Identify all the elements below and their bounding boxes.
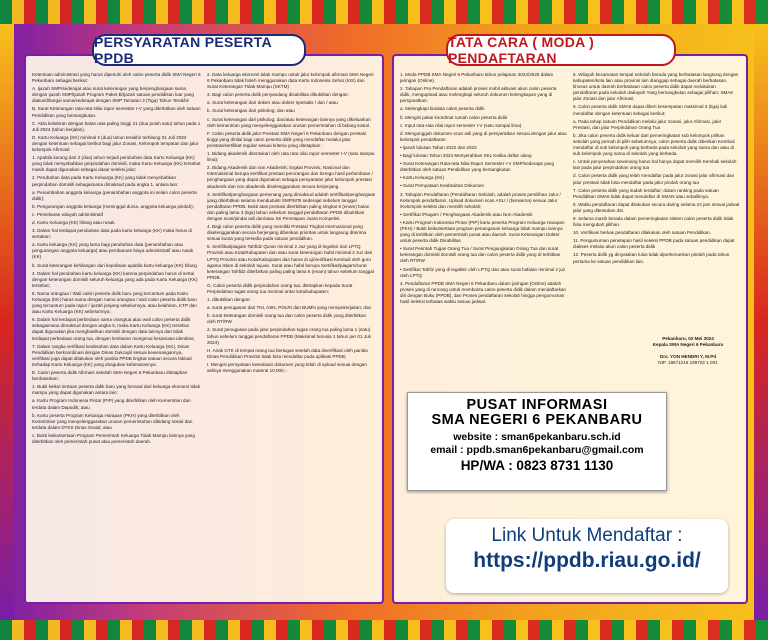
requirement-item: D. Kartu Keluarga (KK) minimal 2 (dua) tahun terakhir terhitung 01 Juli 2022 dengan ketentuan sebagai berikut bagi jalur Zonasi, Kelompok tempatan dan jalur kelompok Afirmasi: [32, 134, 199, 153]
requirement-item: 3. Bagi calon peserta didik penyandang disabilitas dibuktikan dengan: [207, 92, 349, 98]
info-title: PUSAT INFORMASI [466, 397, 608, 413]
requirement-item: 2. Data keluarga ekonomi tidak mampu untuk jalur kelompok afirmasi SMA Negeri 6 Pekanbaru tidak boleh menggunakan data Kartu Indonesia Sehat (KIS) dan Surat Keterangan Tidak Mampu (SKTM) [207, 72, 374, 90]
procedure-item: 7. Calon peserta didik yang sudah terdaftar; dalam ranking pada satuan Pendidikan SMA6 tidak dapat mendaftar di SMAN atau sebaliknya. [573, 187, 719, 199]
requirement-item: 2. Surat penugasan pada jalur perpindahan tugas orang tua paling lama 1 (satu) tahun sebelum tanggal pendaftaran PPDB (Maksimal berusia 1 tahun per 01 Juli 2024) [207, 327, 371, 345]
bottom-decorative-border [0, 620, 768, 640]
requirement-item: F. Calon peserta didik jalur Prestasi SMA Negeri 6 Pekanbaru dengan prestasi tinggi yang dinilai bagi calon peserta didik yang mendaftar melalui jalur prestasi/sertifikat regular sesuai kriteria yang ditetapkan : [207, 130, 367, 148]
procedure-item: • Sertifikat Tahfiz yang di legalisir oleh LPTQ dan atau surat hafalan minimal 2 juz oleh LPTQ [400, 266, 566, 278]
requirement-item: b. Surat keterangan dari psikolog; dan atau [207, 108, 295, 114]
info-box [407, 392, 667, 491]
top-decorative-border [0, 0, 768, 24]
procedure-item: 1. Moda PPDB SMA Negeri 6 Pekanbaru tahun pelajaran 2024/2025 dalam jaringan (Online). [400, 72, 554, 84]
procedure-item: • Surat Keterangan Rata-rata Nilai Rapor Semester I-V SMP/sederajat yang diterbitkan oleh satuan Pendidikan yang bersangkutan [400, 161, 555, 173]
procedure-item: • Surat Pernyataan Keabsahan Dokumen [400, 183, 485, 189]
requirement-item: 2. Perubahan data pada Kartu Keluarga (KK) yang tidak menyebabkan perpindahan domisili sebagaimana dimaksud pada angka 1, antara lain: [32, 175, 179, 187]
requirement-item: b. surat keterangan domisili orang tua dan calon peserta didik yang diterbitkan oleh RT/RW [207, 313, 367, 325]
right-panel-title: TATA CARA ( MODA ) PENDAFTARAN [446, 34, 676, 66]
requirement-item: a. Penambahan anggota keluarga (penambahan anggota ini selain calon peserta didik); [32, 189, 197, 201]
left-panel-title: PERSYARATAN PESERTA PPDB [92, 34, 306, 66]
requirement-item: G. Calon peserta didik perpindahan orang tua; ditetapkan kepada Surat Perpindahan tugas orang tua minimal antar kota/kabupaten; [207, 282, 353, 294]
requirement-item: 5. Nama orangtua / Wali calon peserta didik baru yang tercantum pada Kartu Keluarga (KK) harus sama dengan nama orangtua / wali calon peserta didik baru yang tercantum pada rapor / ijazah jenjang sebelumnya, atau kelahiran, KTP dan atau Kartu Keluarga (KK) sebelumnya; [32, 290, 197, 315]
requirement-item: 1. Bidang akademik ditentukan oleh rata rata nilai rapor semester I-V (satu sampai lima); [207, 151, 375, 163]
requirement-item: a. Kartu keluarga (KK) yang lama bagi perubahan data (penambahan atau pengurangan anggota keluarga) atau pembaruan biaya administratif atau rusak (KK) [32, 242, 194, 260]
requirement-item: E. Calon peserta didik Afirmasi sekolah SMA Negeri 6 Pekanbaru ditetapkan berdasarkan: [32, 370, 188, 382]
requirement-item: 1. Bukti keikut sertaan peserta didik baru yang berasal dari keluarga ekonomi tidak mampu yang dapat digunakan antara lain: [32, 384, 201, 396]
requirement-item: 3. Dalam hal terdapat perubahan data pada kartu keluarga (KK) maka harus di sertakan: [32, 228, 192, 240]
procedure-column-2 [573, 72, 740, 596]
procedure-item: c. Untuk penyerahan sewenang harus hal hanya dapat memilih Kembali sekolah lain pada jalur perpindahan orang tua [573, 159, 737, 171]
requirement-item: C. Akta kelahiran dengan batas usia paling tinggi 21 (dua puluh satu) tahun pada 1 Juli 2024 (tahun berjalan). [32, 120, 201, 132]
procedure-item: d. Mengunggah dokumen scan asli yang di persyaratkan sesuai dengan jalur atau kelompok pendaftaran: [400, 130, 567, 142]
requirement-item: 1. Apabila kurang dari 2 (dua) tahun terjadi perubahan data Kartu Keluarga (KK) yang tidak menyebabkan perpindahan domisili, maka Kartu Keluarga (KK) tersebut masih dapat digunakan sebagai dasar seleksi jalur; [32, 155, 201, 173]
procedure-item: 8. Waktu pendaftaran dapat dilakukan secara daring selama 24 jam sesuai jadwal jalur yang ditentukan dst. [573, 201, 740, 213]
procedure-item: 5. Wilayah kecamatan tempat sekolah berada yang berbatasan langsung dengan kabupaten/kota lain atau provinsi lain dianggap sebagai daerah berbatasan, khusus untuk daerah berbatasan calon peserta didik dapat melakukan pendaftaran pada sekolah dwilayah Yang bersangkutan sebagai pilihan; SMA6 jalur Zonasi dan jalur Afirmasi; [573, 72, 739, 102]
procedure-item: 12. Peserta didik yg dinyatakan lulus tidak diperkenankan pindah pada tahun pertama ke satuan pendidikan lain. [573, 252, 730, 264]
requirement-item: B. Surat Keterangan rata-rata Nilai rapor semester I-V yang diterbitkan oleh satuan Pendidikan yang bersangkutan. [32, 106, 201, 118]
procedure-item: b. Mengisi pakai koordinat rumah calon peserta didik [400, 114, 508, 120]
requirement-item: 7. Dalam rangka verifikasi keabsahan data dalam Kartu Keluarga (KK), Dinas Pendidikan berkoordinasi dengan Dinas Dukcapil sesuai kewenangannya, verifikasi juga dapat dilakukan oleh panitia PPDB tingkat satuan secara faktual terhadap Kartu Keluarga (KK) yang diragukan kebenarannya. [32, 343, 192, 367]
requirements-column-1 [32, 72, 201, 596]
procedure-item: d. Calon peserta didik yang telah mendaftar pada jalur zonasi jalur afirmasi dan jalur prestasi tidak bisa mendaftar pada jalur pindah orang tua [573, 173, 735, 185]
procedure-item: c. Input rata-rata nilai rapor semester I-V (satu sampai lima) [400, 122, 522, 128]
requirement-item: a. Surat keterangan dari dokter atau dokter spesialis / dan / atau [207, 100, 338, 106]
registration-link-url[interactable]: https://ppdb.riau.go.id/ [473, 549, 701, 572]
procedure-item: a. Melengkapi biodata calon peserta didik [400, 106, 485, 112]
requirement-item: 5. Sertifikat/piagam Tahfidz Quran minimal 2 Juz yang di legalisir dari LPTQ Provinsi atau Kota/Kabupaten dan atau surat keterangan hafal minimal 2 Juz dari LPTQ Provinsi atau Kota/Kabupaten dan harus di uji/verifikasi Kembali oleh guru agama Islam di sekolah tujuan. Surat atau hafal berupa Sertifikat/piagam/surat keterangan Tahfidz diterbitkan paling paling lama 6 (enam) tahun sebelum tanggal PPDB. [207, 244, 374, 280]
signature-line: Drs. YON HENDRI Y, M.Pd [659, 354, 717, 359]
info-school-name: SMA NEGERI 6 PEKANBARU [431, 412, 643, 428]
signature-line: Kepala SMA Negeri 6 Pekanbaru [652, 342, 724, 347]
requirement-item: H. Anak GTK di tempat orang tua bertugas setelah data diverifikasi oleh panitia Dinas Pendidikan Provinsi tidak bisa mendaftar pada aplikasi PPDB; [207, 347, 368, 359]
procedure-item: 6. Calon peserta didik SMA6 dapat diberi kesempatan maksimal 3 (tiga) kali mendaftar dengan ketentuan sebagai berikut: [573, 104, 728, 116]
requirement-item: Ketentuan administrasi yang harus dipenuhi oleh calon peserta didik SMA Negeri 6 Pekanbaru sebagai berikut: [32, 72, 201, 84]
procedure-column-1 [400, 72, 567, 596]
info-website[interactable]: website : sman6pekanbaru.sch.id [453, 431, 621, 443]
registration-link-box [446, 519, 728, 593]
registration-link-label: Link Untuk Mendaftar : [491, 525, 683, 546]
left-decorative-border [0, 24, 14, 620]
procedure-item: • Sertifikat /Piagam / Penghargaan Akademik atau Non Akademik [400, 211, 533, 217]
procedure-item: 3. Tahapan Pendaftaran (Pendaftaran Sekolah, adalah proses pemilihan Jalur / Kelompok pendaftaran, Upload dokumen scan ASLI / (berwarna) sesuai Jalur /Kelompok seleksi dan memilih sekolah; [400, 191, 561, 209]
procedure-item: • Surat Perintah Tugas Orang Tua / Surat Pengangkatan Orang Tua dan surat keterangan domisili domisili orang tua dan calon peserta didik yang di terbitkan oleh RT/RW [400, 246, 561, 264]
procedure-item: 2. Tahapan Pra Pendaftaran adalah proses mobil aktivasi akun calon peserta didik, mengupload atau melengkapi seluruh dokumen kelengkapan yang di persyaratkan: [400, 86, 557, 104]
requirement-item: c. Pemekaran wilayah administratif [32, 211, 103, 217]
requirement-item: b. Pengurangan anggota keluarga (meninggal dunia, anggota keluarga pindah); [32, 203, 194, 209]
requirement-item: A. Ijazah SMP/sederajat atau surat keterangan yang berpenghargaan sama dengan ijazah SMP/Ijazah Program Paket B/Ijazah satuan pendidikan luar yang diakui/dihargai sama/sederajat dengan SMP Tamatan 3 (Tiga) Tahun Terakhir [32, 86, 194, 104]
procedure-item: 4. Pendaftaran PPDB SMA Negeri 6 Pekanbaru dalam jaringan (Online) adalah proses yang di rancang untuk membantu calon peserta didik dalam mendaftarkan diri dengan Buku (PPDB), dan Proses pendaftaran sekolah hingga pengumuman hasil seleksi terbatas waktu sesuai jadwal. [400, 280, 566, 304]
procedure-item: • Bagi lulusan Tahun 2024 Menyerahkan SKL Ketika daftar ulang [400, 153, 532, 159]
info-phone: HP/WA : 0823 8731 1130 [460, 458, 614, 473]
requirement-item: c. Bukti keikutsertaan Program Pemerintah Keluarga Tidak Mampu lainnya yang diterbitkan oleh pemerintah pusat atau pemerintah daerah. [32, 432, 195, 444]
signature-line: Pekanbaru, 02 Mei 2024 [662, 336, 714, 341]
signature-block [640, 336, 736, 366]
requirements-column-2 [207, 72, 376, 596]
procedure-item: 11. Pengumuman penetapan hasil seleksi PPDB pada satuan pendidikan dapat diakses melalui akun calon peserta didik [573, 238, 735, 250]
signature-line: NIP. 19671216 199702 1 001 [658, 360, 718, 365]
procedure-item: • Kartu Program Indonesia Pintar (PIP) kartu peserta Program Keluarga Harapan (PKH) / Bukti keikutsertaan program penanganan keluarga tidak mampu lainnya yang di terbitkan oleh pemerintah pusat atau daerah. Surat Keterangan Dokter untuk peserta didik Disabilitas [400, 219, 565, 244]
procedure-item: 9. Selama masih berada dalam pemeringkatan sistem calon peserta didik tidak bisa mengubah pilihan. [573, 215, 734, 228]
procedure-item: • Ijazah lulusan Tahun 2022 dan 2023 [400, 144, 477, 150]
requirement-item: 1. dibuktikan dengan: [207, 297, 251, 303]
requirement-item: a. Kartu Program Indonesia Pintar (PIP) yang diterbitkan oleh Kementrian dan terdata dalam Dapodik; atau [32, 398, 191, 410]
requirement-item: b. Surat keterangan kehilangan dari kepolisian apabila kartu keluarga (KK) hilang [32, 262, 197, 268]
procedure-item: • Kartu Keluarga (KK) [400, 175, 444, 181]
requirement-item: c. Surat keterangan dari psikolog; dan/atau keterangan lainnya yang dikeluarkan oleh kementrian yang menyelenggarakan urusan pemerintahan di bidang sosial. [207, 116, 371, 128]
requirement-item: 3. Sertifikat/penghargaan pemenang yang dimaksud adalah sertifikat/penghargaan yang diterbitkan selama mendudukti SMP/MTs sederajat sebelum tanggal pendaftaran PPDB. Bukti atas prestasi diterbitkan paling singkat 6 (enam) bulan dan paling lama 3 (tiga) tahun sebelum tanggal pendaftaran PPDB dibuktikan dengan scan/pindai asli dan/atau SK Penetapan Juara Kompetisi. [207, 191, 376, 221]
procedure-item: 10. Verifikasi berkas pendaftaran dilakukan oleh satuan Pendidikan. [573, 230, 711, 236]
right-decorative-border [754, 24, 768, 620]
requirement-item: a. surat penugasan dari TNI, ASN, POLRI dan BUMN yang mempekerjakan; dan [207, 305, 372, 311]
requirement-item: b. Kartu peserta Program Keluarga Harapan (PKH) yang diterbitkan oleh Kementrian yang menyelenggarakan urusan pemerintahan dibidang sosial dan terdata dalam DTKS Dinas Sosial; atau [32, 412, 193, 430]
requirement-item: 6. Dalam hal terdapat perbedaan nama orangtua atau wali calon peserta didik sebagaimana dimaksud dengan angka 5, maka Kartu Keluarga (KK) tersebut dapat digunakan jika menghasilkan domisili dengan data lainnya dan tidak terdapat perbedaan orang tua, dengan lembaran mengenai kesamaan identitas; [32, 317, 195, 341]
requirement-item: 2. Bidang Akademik dan non Akademik; tingkat Provinsi, Nasional dan Internasional berupa sertifikat prestasi perorangan dan beregu hasil perlombaan / penghargaan yang dapat digunakan sebagai persyaratan jalur kelompok prestasi akademik dan non akademik diselenggarakan secara berjenjang. [207, 165, 373, 189]
requirement-item: d. Kartu Keluarga (KK) hilang atau rusak. [32, 219, 116, 225]
requirement-item: I. Mengisi pernyataan kesediaan dokumen yang telah di upload sesuai dengan aslinya menggunakan materai 10.000,-. [207, 361, 367, 374]
requirement-item: 4. Bagi calon peserta didik yang memiliki Prestasi Tingkat Internasional yang diselenggarakan secara berjenjang diberikan prioritas untuk langsung diterima sesuai kuota yang tersedia pada satuan pendidikan. [207, 224, 367, 242]
procedure-item: a. Pada tahap satuan Pendidikan melalui jalur zonasi, jalur Afirmasi, jalur Prestasi, dan jalur Perpindahan Orang Tua [573, 118, 722, 130]
info-email[interactable]: email : ppdb.sman6pekanbaru@gmail.com [430, 444, 644, 456]
requirements-panel [24, 54, 384, 604]
procedure-item: b. Jika calon peserta didik keluar dari pemeringkatan sub kelompok pilihan sekolah yang pernah di pilih sebelumnya, calon peserta didik diberikan Kembali mendaftar di sub kelompok yang berbeda pada sekolah yang sama dan atau di sub kelompok yang sama di sekolah yang berbeda. [573, 132, 735, 157]
requirement-item: 4. Dalam hal perubahan kartu keluarga (KK) karena perpindahan harus di sertai dengan keterangan domisili seluruh keluarga yang ada pada Kartu Keluarga (KK) tersebut; [32, 270, 198, 288]
